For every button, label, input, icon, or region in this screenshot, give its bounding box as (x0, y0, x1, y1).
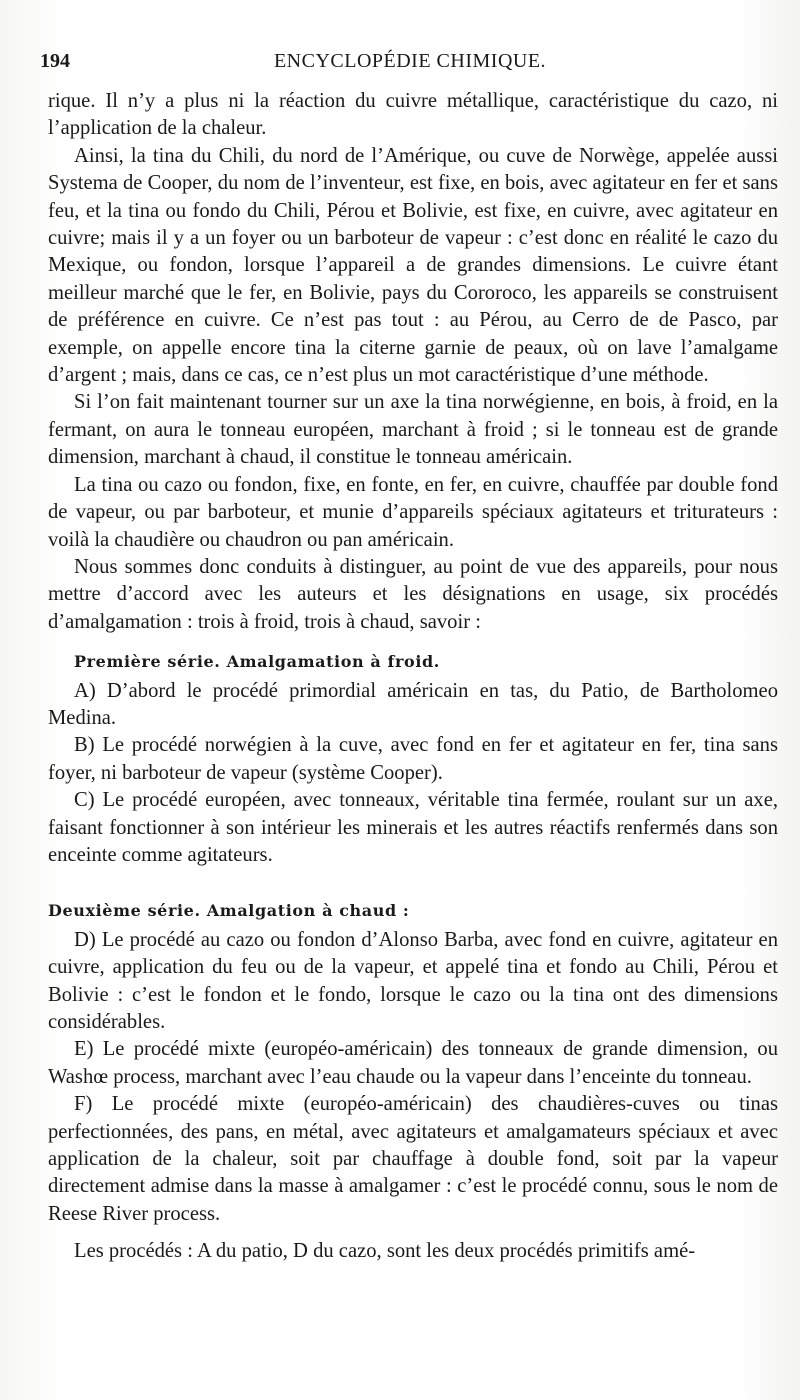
paragraph: Si l’on fait maintenant tourner sur un axe la tina norwégienne, en bois, à froid, en la fermant, on aura le tonneau européen, marchant à froid ; si le tonneau est de grande dimension, marchant à chaud, il constitue le tonneau américain. (48, 391, 778, 469)
running-title: ENCYCLOPÉDIE CHIMIQUE. (273, 50, 547, 72)
list-item: B) Le procédé norwégien à la cuve, avec fond en fer et agitateur en fer, tina sans foyer, ni barboteur de vapeur (système Cooper). (48, 734, 778, 784)
section-heading-first: Première série. Amalgamation à froid. (74, 652, 440, 672)
list-item: D) Le procédé au cazo ou fondon d’Alonso Barba, avec fond en cuivre, agitateur en cuivre, application du feu ou de la vapeur, et appelé tina et fondo au Chili, Pérou et Bolivie : c’est le fondon et le fondo, lorsque le cazo ou la tina ont des dimensions considérables. (48, 928, 778, 1033)
paragraph-continued: Les procédés : A du patio, D du cazo, sont les deux procédés primitifs amé- (74, 1240, 696, 1263)
list-item: A) D’abord le procédé primordial américain en tas, du Patio, de Bartholomeo Medina. (48, 679, 778, 729)
page-header (40, 50, 780, 80)
page-body (48, 88, 778, 1266)
section-heading-second: Deuxième série. Amalgation à chaud : (48, 901, 410, 921)
paragraph: Nous sommes donc conduits à distinguer, au point de vue des appareils, pour nous mettre d’accord avec les auteurs et les désignations en usage, six procédés d’amalgamation : trois à froid, trois à chaud, savoir : (48, 555, 778, 633)
list-item: C) Le procédé européen, avec tonneaux, véritable tina fermée, roulant sur un axe, faisant fonctionner à son intérieur les minerais et les autres réactifs renfermés dans son enceinte comme agitateurs. (48, 789, 778, 866)
page-number: 194 (40, 50, 70, 72)
paragraph: rique. Il n’y a plus ni la réaction du cuivre métallique, caractéristique du cazo, ni l’application de la chaleur. (48, 90, 778, 140)
paragraph: Ainsi, la tina du Chili, du nord de l’Amérique, ou cuve de Norwège, appelée aussi Systema de Cooper, du nom de l’inventeur, est fixe, en bois, avec agitateur en fer et sans feu, et la tina ou fondo du Chili, Pérou et Bolivie, est fixe, en cuivre, avec agitateur en cuivre; mais il y a un foyer ou un barboteur de vapeur : c’est donc en réalité le cazo du Mexique, ou fondon, lorsque l’appareil a de grandes dimensions. Le cuivre étant meilleur marché que le fer, en Bolivie, pays du Cororoco, les appareils se construisent de préférence en cuivre. Ce n’est pas tout : au Pérou, au Cerro de de Pasco, par exemple, on appelle encore tina la citerne garnie de peaux, où on lave l’amalgame d’argent ; mais, dans ce cas, ce n’est plus un mot caractéristique d’une méthode. (48, 144, 778, 387)
list-item: E) Le procédé mixte (européo-américain) des tonneaux de grande dimension, ou Washœ process, marchant avec l’eau chaude ou la vapeur dans l’enceinte du tonneau. (48, 1038, 778, 1088)
paragraph: La tina ou cazo ou fondon, fixe, en fonte, en fer, en cuivre, chauffée par double fond de vapeur, ou par barboteur, et munie d’appareils spéciaux agitateurs et triturateurs : voilà la chaudière ou chaudron ou pan américain. (48, 473, 778, 551)
list-item: F) Le procédé mixte (européo-américain) des chaudières-cuves ou tinas perfectionnées, des pans, en métal, avec agitateurs et amalgamateurs spéciaux et avec application de la chaleur, soit par chauffage à double fond, soit par la vapeur directement admise dans la masse à amalgamer : c’est le procédé connu, sous le nom de Reese River process. (48, 1093, 778, 1225)
